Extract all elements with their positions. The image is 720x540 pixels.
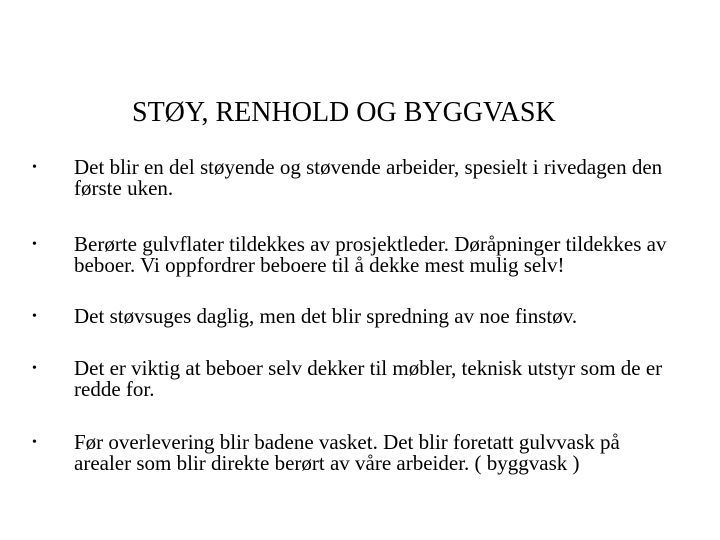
bullet-text: Før overlevering blir badene vasket. Det blir foretatt gulvvask på arealer som blir direkte berørt av våre arbeider. ( byggvask ) [74, 430, 620, 475]
bullet-icon: • [32, 361, 37, 376]
bullet-text: Berørte gulvflater tildekkes av prosjektleder. Døråpninger tildekkes av beboer. Vi oppfordrer beboere til å dekke mest mulig selv! [74, 232, 667, 277]
bullet-item [30, 234, 680, 276]
bullet-icon: • [32, 237, 37, 252]
bullet-item [30, 306, 680, 327]
bullet-icon: • [32, 160, 37, 175]
bullet-item [30, 432, 680, 474]
bullet-text: Det blir en del støyende og støvende arbeider, spesielt i rivedagen den første uken. [74, 155, 663, 200]
bullet-icon: • [32, 309, 37, 324]
bullet-text: Det støvsuges daglig, men det blir spredning av noe finstøv. [74, 304, 578, 328]
bullet-item [30, 157, 680, 199]
bullet-icon: • [32, 435, 37, 450]
slide-title: STØY, RENHOLD OG BYGGVASK [132, 97, 556, 128]
bullet-text: Det er viktig at beboer selv dekker til møbler, teknisk utstyr som de er redde for. [74, 356, 663, 401]
bullet-item [30, 358, 680, 400]
